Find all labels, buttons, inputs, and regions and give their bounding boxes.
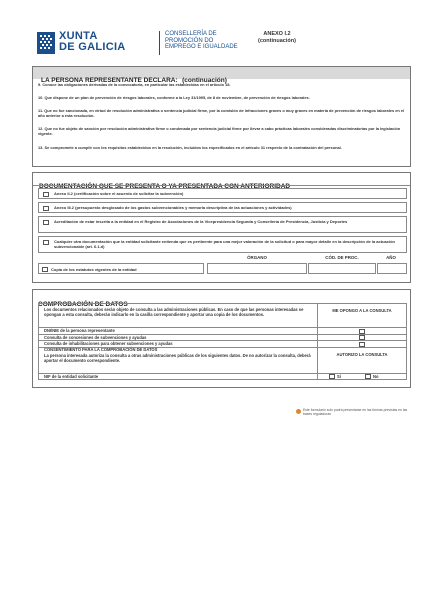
verification-title-bar xyxy=(33,290,410,308)
document-label: Acreditación de estar inscrita a la entidad en el Registro de Asociaciones de la Vicepresidencia Segunda y Consellería de Presidencia, Justicia y Deportes xyxy=(54,219,348,224)
nif-label: NIF de la entidad solicitante xyxy=(44,373,99,379)
oppose-header: ME OPONGO A LA CONSULTA xyxy=(332,308,392,313)
verification-intro: Los documentos relacionados serán objeto de consulta a las administraciones públicas. En caso de que las personas interesadas se opongan a esta consulta, deberán indicarlo en la casilla correspondiente y aportar una copia de los documentos. xyxy=(44,307,304,318)
department-line: PROMOCIÓN DO xyxy=(165,37,214,44)
verification-section xyxy=(32,289,411,388)
statutes-checkbox[interactable] xyxy=(42,267,48,272)
year-input[interactable] xyxy=(377,263,407,274)
header-divider xyxy=(159,31,160,55)
annex-label xyxy=(252,31,302,44)
galicia-emblem-icon xyxy=(37,32,55,54)
authorize-yes-label: Sí xyxy=(337,373,341,379)
document-label: Anexo II.2 (certificación sobre el acuerdo de solicitar la subvención) xyxy=(54,191,184,196)
declaration-item: 12. Que no fue objeto de sanción por resolución administrativa firme o condenada por sentencia judicial firme por llevar a cabo prácticas laborales consideradas discriminatorias por la legislación vigente. xyxy=(38,126,401,137)
grid-header-proc-code: CÓD. DE PROC. xyxy=(325,255,359,260)
authorize-yes-checkbox[interactable] xyxy=(329,374,335,379)
title-divider xyxy=(33,185,410,186)
verification-title: COMPROBACIÓN DE DATOS xyxy=(38,301,128,308)
department-line: CONSELLERÍA DE xyxy=(165,31,217,37)
declaration-title-bar xyxy=(33,67,410,84)
organ-input[interactable] xyxy=(207,263,307,274)
verification-table xyxy=(38,303,407,380)
document-row xyxy=(38,216,407,233)
statutes-label: Copia de los estatutos vigentes de la entidad xyxy=(51,266,137,272)
declaration-section xyxy=(32,66,411,167)
authorize-no-label: No xyxy=(373,373,379,379)
annex-number: ANEXO I.2 xyxy=(263,31,291,37)
authorize-header: AUTORIZO LA CONSULTA xyxy=(336,352,388,357)
document-label: Cualquier otra documentación que la entidad solicitante entienda que es pertinente para una mejor valoración de la solicitud o para mayor detalle en la descripción de la actuación subvencionable (art. 6.1.d) xyxy=(54,239,395,249)
footer-text: Este formulario solo podrá presentarse en las formas previstas en las bases reguladoras xyxy=(303,408,408,417)
documentation-section xyxy=(32,172,411,283)
logo-line2: DE GALICIA xyxy=(59,41,126,53)
document-header xyxy=(37,30,397,60)
document-row xyxy=(38,236,407,253)
declaration-title-sub: (continuación) xyxy=(182,77,227,84)
document-checkbox[interactable] xyxy=(43,192,49,197)
department-line: EMPREGO E IGUALDADE xyxy=(165,44,238,50)
document-checkbox[interactable] xyxy=(43,220,49,225)
column-divider xyxy=(317,304,318,380)
document-label: Anexo III.2 (presupuesto desglosado de los gastos subvencionables y memoria descriptiva de las actuaciones y actividades) xyxy=(54,205,292,210)
declaration-item: 13. Se compromete a cumplir con los requisitos establecidos en la resolución, incluidos los especificados en el artículo 31 respecto de la contratación del personal. xyxy=(38,145,342,150)
authorize-no-checkbox[interactable] xyxy=(365,374,371,379)
grid-header-organ: ÓRGANO xyxy=(247,255,267,260)
documentation-title: DOCUMENTACIÓN QUE SE PRESENTA O YA PRESENTADA CON ANTERIORIDAD xyxy=(39,183,291,190)
statutes-row xyxy=(38,263,204,274)
electronic-seal-icon xyxy=(296,409,301,414)
declaration-item: 9. Conoce las obligaciones derivadas de la convocatoria, en particular las establecidas en el artículo 18. xyxy=(38,82,231,87)
verification-row-label: Consulta de concesiones de subvenciones y ayudas xyxy=(44,334,147,340)
consent-text: La persona interesada autoriza la consulta a otras administraciones públicas de los siguientes datos. De no autorizar la consulta, deberá aportar el documento correspondiente. xyxy=(44,352,311,363)
verification-row-label: DNI/NIE de la persona representante xyxy=(44,328,115,333)
document-checkbox[interactable] xyxy=(43,206,49,211)
verification-row-label: Consulta de inhabilitaciones para obtener subvenciones y ayudas xyxy=(44,341,173,346)
logo-line1: XUNTA xyxy=(59,30,98,42)
document-row xyxy=(38,202,407,213)
declaration-item: 10. Que dispone de un plan de prevención de riesgos laborales, conforme a la Ley 31/1995, de 8 de noviembre, de prevención de riesgos laborales. xyxy=(38,95,310,100)
document-checkbox[interactable] xyxy=(43,240,49,245)
xunta-logo xyxy=(37,30,157,56)
documentation-title-bar xyxy=(33,173,410,190)
declaration-item: 11. Que no fue sancionada, en virtud de resolución administrativa o sentencia judicial firme, por la comisión de infracciones graves o muy graves en materia de prevención de riesgos laborales en el año anterior a esta resolución. xyxy=(38,108,405,119)
document-row xyxy=(38,188,407,199)
declaration-title: LA PERSONA REPRESENTANTE DECLARA: xyxy=(41,77,178,84)
proc-code-input[interactable] xyxy=(308,263,376,274)
department-name xyxy=(165,31,255,51)
consent-title: CONSENTIMIENTO PARA LA COMPROBACIÓN DE DATOS xyxy=(44,347,158,352)
annex-continuation: (continuación) xyxy=(258,37,296,44)
grid-header-year: AÑO xyxy=(386,255,396,260)
